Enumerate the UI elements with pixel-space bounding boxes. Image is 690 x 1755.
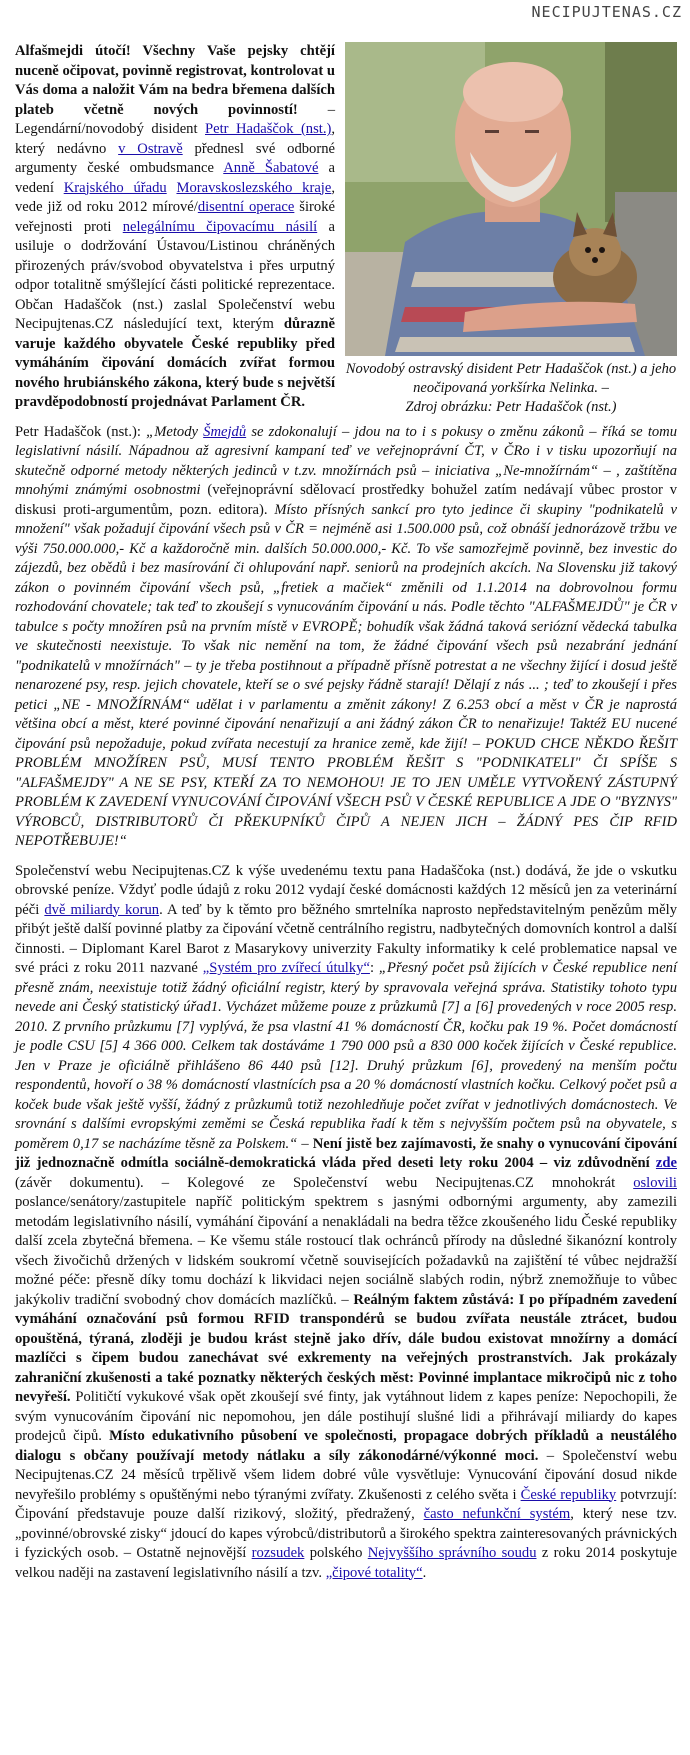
site-name: NECIPUJTENAS.CZ bbox=[531, 3, 682, 21]
quote-italic-2: se zdokonalují – jdou na to i s pokusy o změnu zákonů – říká se tomu legislativní násilí. Nápadnou až agresivní kampaní teď ve veřejnoprávní ČT, v ČRo i v tisku upozorňují na skutečně odporné metody některých jedinců v t.zv. množírnách psů – iniciativa „Ne-množírnám“ – , zaštítěna mnohými známými osobnostmi bbox=[15, 423, 678, 498]
cipove-totality-link[interactable]: „čipové totality“ bbox=[325, 1564, 423, 1581]
intro-text-6: , vede již od roku 2012 mírové/ bbox=[15, 179, 335, 215]
quote-lead: Petr Hadaščok (nst.): bbox=[15, 423, 147, 440]
body-text-8: – Společenství webu Necipujtenas.CZ 24 měsíců trpělivě všem lidem dobré vůle vysvětluje: Vynucování čipování dosud nikde nevyřešilo problémy s opuštěnými nebo týranými zvířaty. Zkušenosti z celého světa i bbox=[15, 1447, 677, 1503]
caption-line-2: Zdroj obrázku: Petr Hadaščok (nst.) bbox=[405, 399, 617, 415]
body-text-3: : bbox=[369, 960, 379, 976]
body-bold-3: Místo edukativního působení ve společnosti, propagace dobrých příkladů a neustálého dialogu s občany používají metody nátlaku a síly zákonodárné/výkonné moci. bbox=[15, 1428, 677, 1464]
body-text-1: Společenství webu Necipujtenas.CZ k výše uvedenému textu pana Hadaščoka (nst.) dodává, že jde o vskutku obrovské peníze. Vždyť podle údajů z roku 2012 vydají české domácnosti každých 12 měsíců jen za veterinární péči bbox=[15, 862, 677, 918]
body-text-5: (závěr dokumentu). – Kolegové ze Společenství webu Necipujtenas.CZ mnohokrát bbox=[15, 1174, 634, 1191]
author-link[interactable]: Petr Hadaščok (nst.) bbox=[205, 121, 332, 137]
intro-text-7: široké veřejnosti proti bbox=[15, 199, 335, 235]
body-text-10: , který nese tzv. „povinné/obrovské zisky“ jdoucí do kapes výrobců/distributorů a širokého spektra zainteresovaných právnických i fyzických osob. – Ostatně nejnovější bbox=[15, 1506, 677, 1561]
body-text-13: . bbox=[422, 1564, 427, 1581]
article bbox=[15, 42, 677, 1593]
intro-text-2: , který nedávno bbox=[15, 121, 336, 157]
zde-link[interactable]: zde bbox=[655, 1155, 677, 1171]
body-text-12: z roku 2014 poskytuje velkou naději na zastavení legislativního násilí a tzv. bbox=[15, 1545, 677, 1581]
article-figure bbox=[345, 42, 677, 417]
body-text-11: polského bbox=[304, 1545, 368, 1561]
rozsudek-link[interactable]: rozsudek bbox=[251, 1545, 305, 1561]
moravskoslezsky-kraj-link[interactable]: Moravskoslezského kraje bbox=[176, 179, 332, 196]
body-text-2: . A teď by k těmto pro běžného smrtelníka naprosto nepředstavitelným penězům měly přibýt ještě další povinné platby za čipování včetně centrálního registru, nadbytečných domovních kontrol a další činnosti. – Diplomant Karel Barot z Masarykovy univerzity Fakulty informatiky k celé problematice napsal ve své práci z roku 2011 nazvané bbox=[15, 901, 677, 976]
intro-text-3: přednesl své odborné argumenty české ombudsmance bbox=[15, 140, 335, 176]
ceske-republiky-link[interactable]: České republiky bbox=[520, 1486, 617, 1503]
krajsky-urad-link[interactable]: Krajského úřadu bbox=[63, 179, 167, 196]
intro-text-1: – Legendární/novodobý disident bbox=[15, 101, 335, 137]
intro-text-5 bbox=[167, 180, 177, 196]
body-bold-1: Není jistě bez zajímavosti, že snahy o vynucování čipování již jednoznačně odmítla sociálně-demokratická vláda před deseti lety roku 2004 – viz zdůvodnění bbox=[15, 1135, 678, 1171]
photo-illustration bbox=[345, 42, 677, 356]
smejdu-link[interactable]: Šmejdů bbox=[203, 423, 247, 440]
quote-italic-1: „Metody bbox=[146, 423, 204, 440]
photo-caption bbox=[345, 360, 677, 417]
disentni-operace-link[interactable]: disentní operace bbox=[197, 199, 295, 215]
intro-text-4: a vedení bbox=[15, 160, 335, 196]
system-utulky-link[interactable]: „Systém pro zvířecí útulky“ bbox=[202, 960, 370, 976]
body-bold-2: Reálným faktem zůstává: I po případném zavedení vymáhání označování psů formou RFID transpondérů se budou zvířata neustále ztrácet, budou opouštěná, týraná, zloději je budou krást stejně jako dřív, dále budou existovat množírny a domácí mazlíčci s čipem budou zanechávat své exkrementy na veřejných prostranstvích. Jak prokázaly zahraniční zkušenosti a také poznatky některých českých měst: Povinné implantace mikročipů nic z toho nevyřeší. bbox=[15, 1291, 677, 1405]
body-text-4: – bbox=[297, 1135, 313, 1152]
barot-quote: „Přesný počet psů žijících v České republice není přesně znám, neexistuje totiž žádný oficiální registr, který by spravovala veřejná správa. Statistiky tohoto typu nevede ani Český statistický úřad1. Vycházet můžeme pouze z průzkumů [7] a [6] provedených v roce 2005 resp. 2010. Z prvního průzkumu [7] vyplývá, že psa vlastní 41 % domácností ČR, kočku pak 19 %. Počet domácností je podle CSU [5] 4 366 000. Celkem tak dostáváme 1 790 000 psů a 830 000 koček žijících v České republice. Jen v Praze je oficiálně přihlášeno 86 440 psů [12]. Druhý průzkum [6], provedený na menším počtu respondentů, hovoří o 38 % domácností vlastnících psa a 20 % domácností vlastních kočku. Celkový počet psů a koček bude však ještě vyšší, žádný z průzkumů totiž nezohledňuje počet zvířat v jednotlivých domácnostech. Ve srovnání s dalšími evropskými zeměmi se Česká republika řadí k těm s nejvyšším počtem psů na obyvatele, s poměrem 0,17 se nacházíme těsně za Polskem.“ bbox=[15, 960, 678, 1152]
body-text-6: poslance/senátory/zastupitele napříč politickým spektrem s jasnými odbornými argumenty, aby zamezili metodám legislativního násilí, vymáhání čipování a nenakládali na bedra těžce zkoušeného lidu České republiky další zcela zbytečná břemena. – Ke všemu stále rostoucí tlak ochránců přírody na důsledné šikanózní kontroly všech živočichů držených v lidském soukromí včetně souvisejících požadavků na zajištění té vůbec nejdražší možné péče: přesně díky tomu dochází k likvidaci nejen sociálně slabých rodin, nýbrž znemožňuje to vůbec jakýkoliv tradiční svobodný chov domácích mazlíčků. – bbox=[15, 1194, 677, 1308]
article-photo bbox=[345, 42, 677, 356]
ostrava-link[interactable]: v Ostravě bbox=[118, 140, 183, 157]
nejvyssi-soud-link[interactable]: Nejvyššího správního soudu bbox=[367, 1545, 537, 1561]
dve-miliardy-link[interactable]: dvě miliardy korun bbox=[44, 901, 160, 918]
ombudsman-link[interactable]: Anně Šabatové bbox=[223, 160, 319, 176]
oslovili-link[interactable]: oslovili bbox=[633, 1174, 677, 1191]
body-paragraph bbox=[15, 862, 677, 1584]
intro-warning: důrazně varuje každého obyvatele České republiky před vymáháním čipování domácích zvířat formou nového hrubiánského zákona, který bude s největší pravděpodobností projednávat Parlament ČR. bbox=[15, 316, 335, 410]
nefunkcni-system-link[interactable]: často nefunkční systém bbox=[423, 1506, 571, 1522]
quote-italic-3: Místo přísných sankcí pro tyto jedince či skupiny "podnikatelů v množení" však požadují čipování všech psů v ČR = nejméně asi 1.500.000 psů, což obnáší jednorázově tržbu ve výši 750.000.000,- Kč a každoročně min. dalších 50.000.000,- Kč. To vše samozřejmě povinně, bez investic do zájezdů, bez obědů i bez masírování či ohlupování např. seniorů na prodejních akcích. Na Slovensku již takový zákon o povinném čipování všech psů, „fretiek a mačiek“ změnili od 1.1.2014 na dobrovolnou formu rozhodování chovatele; tak teď to zkoušejí s vynucováním čipování u nás. Podle těchto "ALFAŠMEJDŮ" je ČR v tabulce s počty množíren psů na prvním místě v EVROPĚ; bohudík však žádná taková seriózní vědecká tabulka ve skutečnosti neexistuje. To však nic nemění na tom, že žádné čipování všech psů nezabrání jednání "podnikatelů v množírnách" – ty je třeba postihnout a případně přísně potrestat a ne všechny žijící i dosud ještě nenarozené psy, resp. jejich chovatele, kteří se o své pejsky řádně starají! Dělají z nás ... ; teď to zkoušejí i přes petici „NE - MNOŽÍRNÁM“ udělat i v parlamentu a změnit zákony! Z 6.253 obcí a měst v ČR je naprostá většina obcí a měst, které povinné čipování nenařizují a ani žádný zákon ČR to nenařizuje! Taktéž EU nucené čipování psů nepožaduje, pokud zvířata necestují za hranice země, kde žijí! – POKUD CHCE NĚKDO ŘEŠIT PROBLÉM MNOŽÍREN PSŮ, MUSÍ TENTO PROBLÉM ŘEŠIT S "PODNIKATELI" ČI SPÍŠE S "ALFAŠMEJDY" A NE SE PSY, KTEŘÍ ZA TO NEMOHOU! JE TO JEN UMĚLE VYTVOŘENÝ ZÁSTUPNÝ PROBLÉM K ZAVEDENÍ VYNUCOVÁNÍ ČIPOVÁNÍ VŠECH PSŮ V ČESKÉ REPUBLICE A JDE O "BYZNYS" VÝROBCŮ, DISTRIBUTORŮ ČI PŘEKUPNÍKŮ ČIPŮ A NEJEN JICH – ŽÁDNÝ PES ČIP RFID NEPOTŘEBUJE!“ bbox=[15, 501, 677, 849]
body-text-7: Političtí vykukové však opět zkoušejí své finty, jak vytáhnout lidem z kapes peníze: Nepochopili, že svým vynucováním čipování nic nepomohou, jen dále postihují slušné lidi a přihrávají miliardy do kapes prodejců čipů. bbox=[15, 1389, 677, 1444]
body-text-9: potvrzují: Čipování představuje pouze další rizikový, složitý, předražený, bbox=[15, 1486, 677, 1522]
intro-text-8: a usiluje o dodržování Ústavou/Listinou chráněných přirozených práv/svobod obyvatelstva i přes urputný odpor totalitně smýšlející části politické reprezentace. Občan Hadaščok (nst.) zaslal Společenství webu Necipujtenas.CZ následující text, kterým bbox=[15, 218, 335, 332]
cipovaci-nasili-link[interactable]: nelegálnímu čipovacímu násilí bbox=[122, 218, 318, 235]
quote-paragraph bbox=[15, 423, 677, 852]
headline: Alfašmejdi útočí! Všechny Vaše pejsky chtějí nuceně očipovat, povinně registrovat, kontrolovat u Vás doma a naložit Vám na bedra břemena dalších plateb včetně nových povinností! bbox=[15, 43, 335, 118]
quote-editor-note: (veřejnoprávní sdělovací prostředky bohužel zatím nedávají vůbec prostor v diskusi proti-argumentům, pozn. editora). bbox=[15, 482, 677, 518]
caption-line-1: Novodobý ostravský disident Petr Hadaščok (nst.) a jeho neočipovaná yorkšírka Nelinka. – bbox=[345, 361, 677, 396]
